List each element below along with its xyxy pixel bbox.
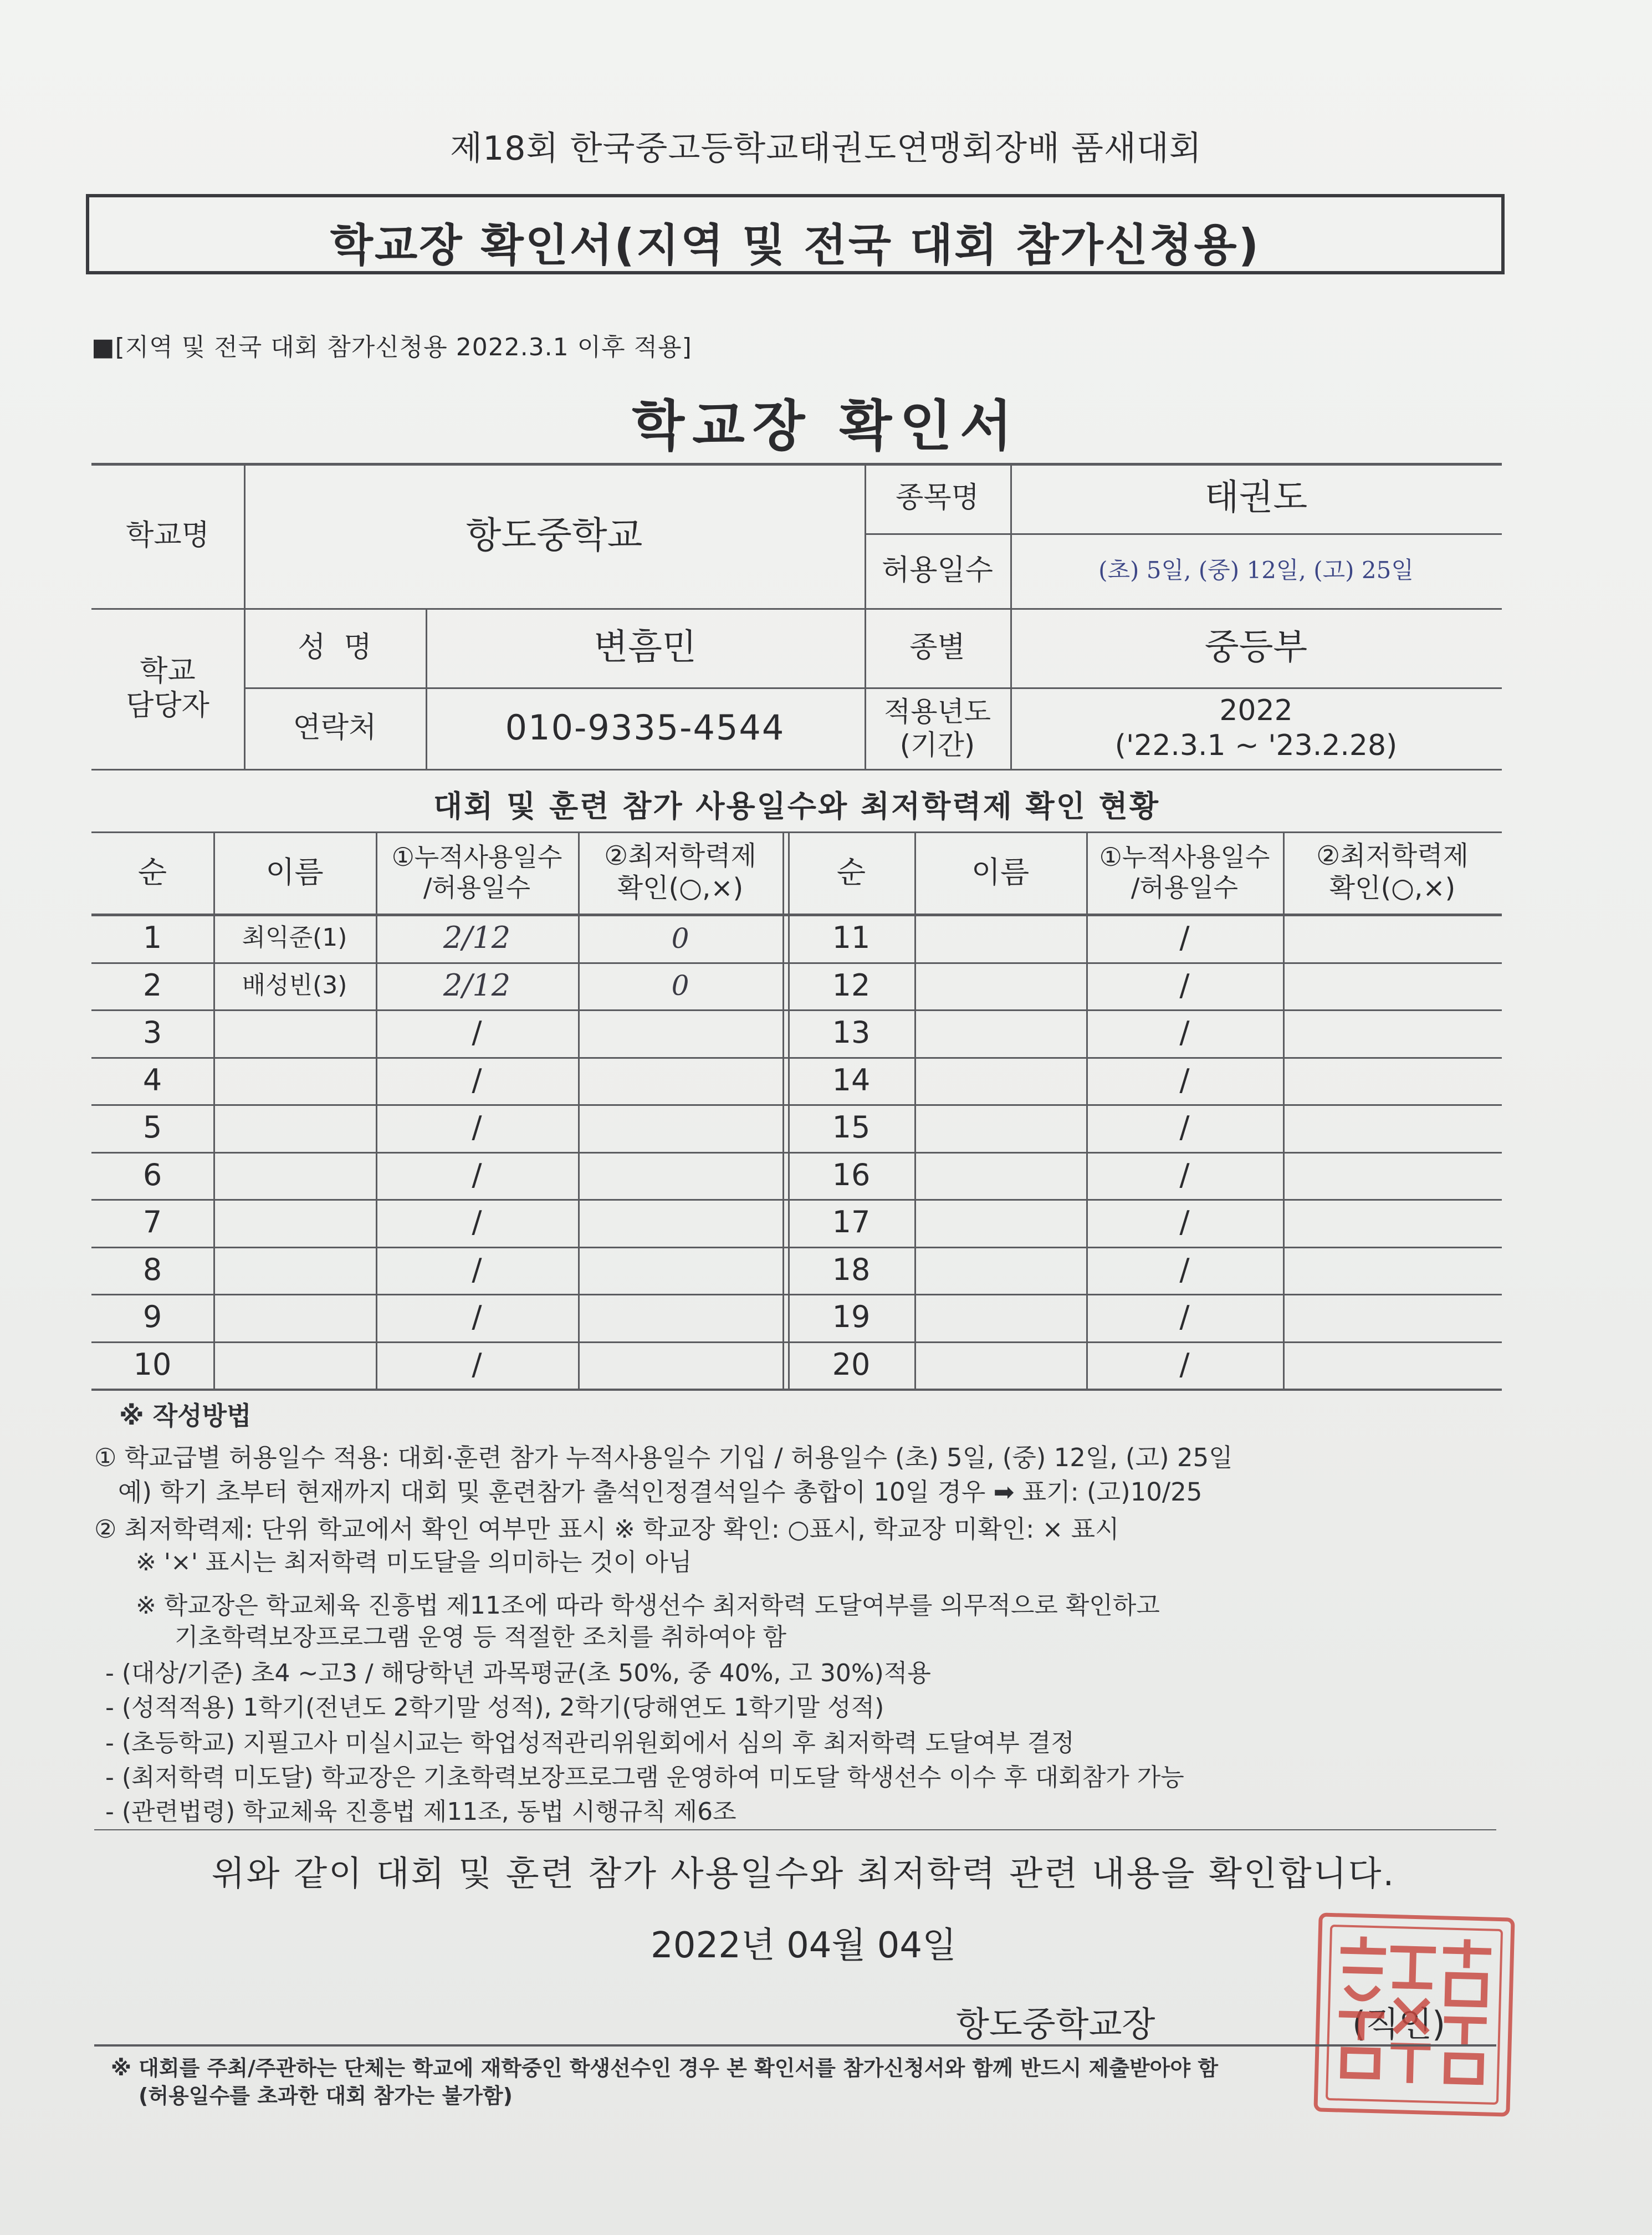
event-title: 제18회 한국중고등학교태권도연맹회장배 품새대회: [450, 129, 1202, 168]
division-value: 중등부: [1204, 627, 1308, 669]
manager-name-value: 변흠민: [594, 627, 697, 669]
table-cell-check: [578, 1152, 782, 1200]
table-cell-no: 4: [142, 1062, 162, 1098]
table-cell-no: 9: [142, 1299, 162, 1335]
table-cell-check: [578, 1247, 782, 1294]
table-cell-days: /: [472, 1062, 482, 1098]
footer-note-2: (허용일수를 초과한 대회 참가는 불가함): [139, 2084, 513, 2108]
table-cell-name: [914, 1199, 1086, 1247]
table-cell-days: /: [1179, 1062, 1190, 1098]
table-cell-no: 15: [832, 1110, 871, 1145]
table-cell-no: 7: [142, 1205, 162, 1240]
table-cell-check: [1283, 1104, 1502, 1152]
note-line: - (최저학력 미도달) 학교장은 기초학력보장프로그램 운영하여 미도달 학생선수 이수 후 대회참가 가능: [105, 1763, 1184, 1792]
table-cell-check: [578, 1199, 782, 1247]
table-cell-no: 16: [832, 1157, 871, 1192]
table-cell-no: 20: [832, 1346, 871, 1382]
table-cell-days: /: [472, 1205, 482, 1240]
event-value: 태권도: [1204, 477, 1308, 519]
note-line: ② 최저학력제: 단위 학교에서 확인 여부만 표시 ※ 학교장 확인: ○표시, 학교장 미확인: × 표시: [94, 1514, 1119, 1544]
table-cell-check: [578, 1057, 782, 1105]
note-line: 기초학력보장프로그램 운영 등 적절한 조치를 취하여야 함: [175, 1623, 787, 1651]
year-label: 적용년도 (기간): [883, 695, 991, 761]
table-cell-days: /: [1179, 1015, 1190, 1050]
table-cell-days: /: [1179, 1252, 1190, 1287]
table-cell-no: 8: [142, 1252, 162, 1287]
col-header-days-left: ①누적사용일수 /허용일수: [391, 841, 562, 902]
table-cell-no: 17: [832, 1205, 871, 1240]
note-line: ※ '×' 표시는 최저학력 미도달을 의미하는 것이 아님: [136, 1548, 692, 1576]
notes-heading: ※ 작성방법: [119, 1401, 252, 1431]
table-cell-name: [213, 1009, 376, 1057]
table-cell-name: [914, 962, 1086, 1010]
table-cell-name: 최익준(1): [242, 923, 347, 952]
table-cell-name: [914, 1247, 1086, 1294]
table-cell-no: 10: [133, 1346, 172, 1382]
table-cell-no: 18: [832, 1252, 871, 1287]
table-cell-days: /: [1179, 1157, 1190, 1192]
table-cell-check: [1283, 962, 1502, 1010]
table-cell-check: [578, 1104, 782, 1152]
school-name-value: 항도중학교: [466, 514, 643, 557]
contact-value: 010-9335-4544: [505, 707, 785, 748]
table-cell-check: [1283, 1152, 1502, 1200]
table-cell-days: /: [1179, 920, 1190, 956]
col-header-days-right: ①누적사용일수 /허용일수: [1099, 841, 1270, 902]
table-cell-check: 0: [671, 969, 689, 1002]
division-label: 종별: [909, 631, 965, 665]
table-cell-check: [1283, 1057, 1502, 1105]
principal-label: 항도중학교장: [956, 2004, 1155, 2044]
table-cell-days: 2/12: [443, 967, 511, 1003]
allowed-days-value: (초) 5일, (중) 12일, (고) 25일: [1098, 557, 1414, 584]
manager-name-label: 성 명: [298, 631, 372, 665]
col-header-name-right: 이름: [971, 854, 1030, 890]
table-cell-name: [213, 1341, 376, 1389]
col-header-no-left: 순: [137, 854, 167, 890]
table-cell-name: [213, 1104, 376, 1152]
table-cell-name: [914, 1341, 1086, 1389]
table-cell-name: [213, 1057, 376, 1105]
table-cell-check: [578, 1341, 782, 1389]
table-cell-days: /: [472, 1110, 482, 1145]
table-cell-no: 6: [142, 1157, 162, 1192]
table-cell-name: [914, 1057, 1086, 1105]
seal-label: (직인): [1352, 2004, 1446, 2044]
table-cell-check: [578, 1009, 782, 1057]
section-title: 대회 및 훈련 참가 사용일수와 최저학력제 확인 현황: [433, 789, 1160, 824]
table-cell-check: [1283, 1247, 1502, 1294]
table-cell-name: [914, 1104, 1086, 1152]
note-line: ① 학교급별 허용일수 적용: 대회·훈련 참가 누적사용일수 기입 / 허용일수 (초) 5일, (중) 12일, (고) 25일: [94, 1443, 1233, 1472]
table-cell-name: [213, 1199, 376, 1247]
table-cell-no: 19: [832, 1299, 871, 1335]
table-cell-days: /: [1179, 967, 1190, 1003]
confirm-statement: 위와 같이 대회 및 훈련 참가 사용일수와 최저학력 관련 내용을 확인합니다.: [211, 1853, 1396, 1894]
table-cell-name: [914, 1294, 1086, 1341]
school-seal-stamp: [1313, 1912, 1515, 2116]
table-cell-days: /: [472, 1252, 482, 1287]
table-cell-no: 2: [142, 967, 162, 1003]
table-cell-name: [914, 1009, 1086, 1057]
school-name-label: 학교명: [126, 518, 209, 552]
table-cell-name: [213, 1152, 376, 1200]
allowed-days-label: 허용일수: [882, 554, 993, 588]
year-value: 2022 ('22.3.1 ~ '23.2.28): [1114, 694, 1398, 762]
table-cell-days: /: [1179, 1299, 1190, 1335]
table-cell-name: 배성빈(3): [242, 971, 347, 999]
table-cell-check: [1283, 915, 1502, 962]
table-cell-days: /: [472, 1299, 482, 1335]
note-line: - (대상/기준) 초4 ~고3 / 해당학년 과목평균(초 50%, 중 40%, 고 30%)적용: [105, 1659, 931, 1687]
note-line: - (성적적용) 1학기(전년도 2학기말 성적), 2학기(당해연도 1학기말 성적): [105, 1693, 884, 1722]
table-cell-days: /: [1179, 1110, 1190, 1145]
note-line: - (초등학교) 지필고사 미실시교는 학업성적관리위원회에서 심의 후 최저학력 도달여부 결정: [105, 1729, 1075, 1757]
table-cell-no: 3: [142, 1015, 162, 1050]
note-line: 예) 학기 초부터 현재까지 대회 및 훈련참가 출석인정결석일수 총합이 10일 경우 ➡ 표기: (고)10/25: [94, 1477, 1203, 1507]
table-cell-no: 11: [832, 920, 871, 956]
table-cell-no: 12: [832, 967, 871, 1003]
note-line: - (관련법령) 학교체육 진흥법 제11조, 동법 시행규칙 제6조: [105, 1798, 737, 1826]
form-title: 학교장 확인서(지역 및 전국 대회 참가신청용): [330, 220, 1261, 271]
manager-label: 학교 담당자: [126, 654, 209, 722]
table-cell-days: /: [472, 1157, 482, 1192]
table-cell-check: [1283, 1009, 1502, 1057]
table-cell-check: 0: [671, 922, 689, 955]
confirm-date: 2022년 04월 04일: [651, 1925, 957, 1966]
table-cell-days: 2/12: [443, 920, 511, 956]
document-title: 학교장 확인서: [632, 395, 1020, 458]
contact-label: 연락처: [293, 711, 377, 745]
table-cell-name: [914, 1152, 1086, 1200]
table-cell-check: [578, 1294, 782, 1341]
footer-note: ※ 대회를 주최/주관하는 단체는 학교에 재학중인 학생선수인 경우 본 확인서를 참가신청서와 함께 반드시 제출받아야 함: [111, 2056, 1219, 2080]
table-cell-days: /: [1179, 1205, 1190, 1240]
table-cell-no: 14: [832, 1062, 871, 1098]
col-header-check-right: ②최저학력제 확인(○,×): [1316, 840, 1469, 904]
table-cell-check: [1283, 1294, 1502, 1341]
col-header-check-left: ②최저학력제 확인(○,×): [604, 840, 756, 904]
table-cell-days: /: [472, 1346, 482, 1382]
table-cell-name: [914, 915, 1086, 962]
table-cell-days: /: [1179, 1346, 1190, 1382]
table-cell-no: 5: [142, 1110, 162, 1145]
note-line: ※ 학교장은 학교체육 진흥법 제11조에 따라 학생선수 최저학력 도달여부를 의무적으로 확인하고: [136, 1591, 1160, 1620]
table-cell-check: [1283, 1341, 1502, 1389]
table-cell-check: [1283, 1199, 1502, 1247]
col-header-name-left: 이름: [265, 854, 324, 890]
col-header-no-right: 순: [836, 854, 866, 890]
table-cell-no: 1: [142, 920, 162, 956]
table-cell-days: /: [472, 1015, 482, 1050]
event-label: 종목명: [896, 481, 979, 515]
table-cell-no: 13: [832, 1015, 871, 1050]
table-cell-name: [213, 1294, 376, 1341]
table-cell-name: [213, 1247, 376, 1294]
apply-notice: ■[지역 및 전국 대회 참가신청용 2022.3.1 이후 적용]: [91, 333, 692, 361]
